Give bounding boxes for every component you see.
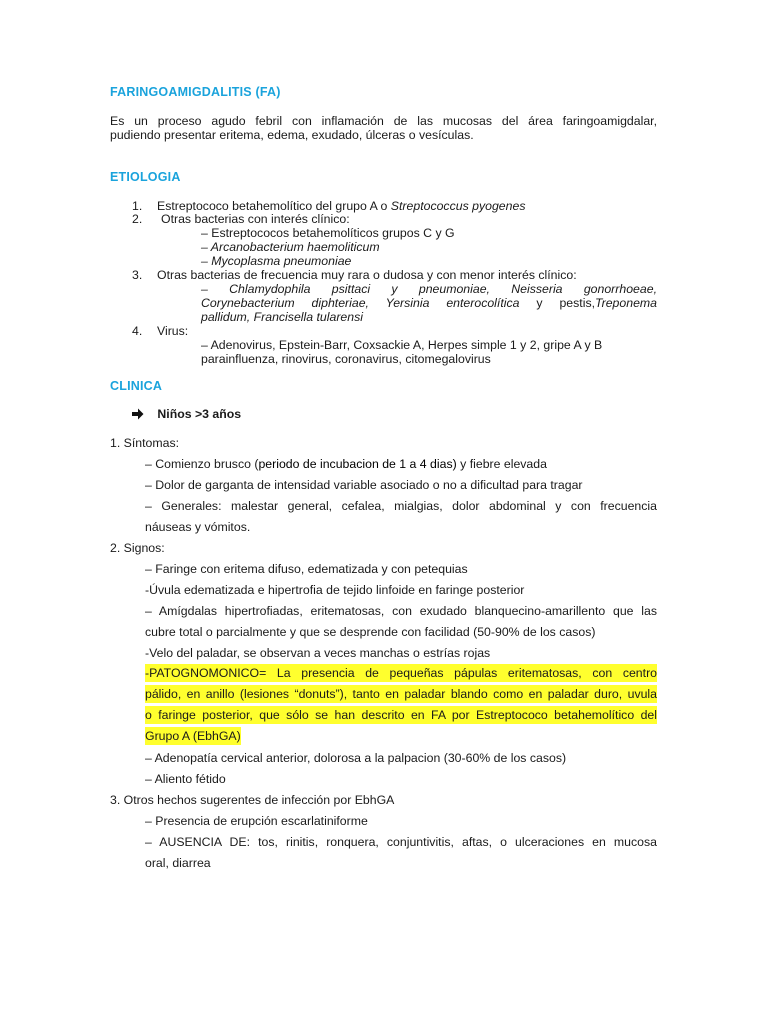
otros-item-cont: oral, diarrea (145, 856, 211, 870)
otros-title: 3. Otros hechos sugerentes de infección por EbhGA (110, 793, 395, 807)
item-italic: Streptococcus pyogenes (390, 199, 526, 213)
sintomas-title: 1. Síntomas: (110, 436, 180, 450)
otros-item: – Presencia de erupción escarlatiniforme (145, 814, 368, 828)
section-title-clinica: CLINICA (110, 379, 163, 393)
list-number: 4. (132, 324, 143, 338)
otros-item: – AUSENCIA DE: tos, rinitis, ronquera, conjuntivitis, aftas, o ulceraciones en mucosa (145, 835, 657, 849)
etiologia-sub-item: – Estreptococos betahemolíticos grupos C y G (201, 226, 455, 240)
highlighted-line: -PATOGNOMONICO= La presencia de pequeñas pápulas eritematosas, con centro (145, 666, 657, 680)
incubation-text: periodo de incubacion de 1 a 4 dias) (258, 457, 457, 471)
etiologia-sub-item: parainfluenza, rinovirus, coronavirus, citomegalovirus (201, 352, 491, 366)
signo-item: – Faringe con eritema difuso, edematizada y con petequias (145, 562, 468, 576)
signo-item-cont: cubre total o parcialmente y que se desprende con facilidad (50-90% de los casos) (145, 625, 596, 639)
etiologia-item-1 (157, 199, 525, 213)
italic-text: Corynebacterium diphteriae, Yersinia enterocolítica (201, 296, 520, 310)
signo-item: -Velo del paladar, se observan a veces manchas o estrías rojas (145, 646, 491, 660)
sintoma-item (145, 457, 547, 471)
plain-text: y fiebre elevada (456, 457, 547, 471)
etiologia-sub-item: pallidum, Francisella tularensi (201, 310, 363, 324)
etiologia-item-2: Otras bacterias con interés clínico: (161, 212, 350, 226)
etiologia-sub-item: – Adenovirus, Epstein-Barr, Coxsackie A, Herpes simple 1 y 2, gripe A y B (201, 338, 603, 352)
item-text: Estreptococo betahemolítico del grupo A o (157, 199, 391, 213)
plain-text: y pestis, (519, 296, 596, 310)
section-title-fa: FARINGOAMIGDALITIS (FA) (110, 85, 281, 99)
etiologia-sub-item: – Chlamydophila psittaci y pneumoniae, Neisseria gonorrhoeae, (201, 282, 657, 296)
sintoma-item: – Generales: malestar general, cefalea, mialgias, dolor abdominal y con frecuencia (145, 499, 657, 513)
bullet-item (132, 407, 241, 421)
bullet-label: Niños >3 años (157, 407, 242, 421)
arrow-right-icon (132, 408, 144, 420)
list-number: 2. (132, 212, 143, 226)
plain-text: – Comienzo brusco ( (145, 457, 259, 471)
highlighted-line: pálido, en anillo (lesiones “donuts”), tanto en paladar blando como en paladar duro, uvula (145, 687, 657, 701)
signo-item: – Aliento fétido (145, 772, 226, 786)
etiologia-sub-item: – Mycoplasma pneumoniae (201, 254, 352, 268)
intro-line-2: pudiendo presentar eritema, edema, exudado, úlceras o vesículas. (110, 128, 474, 142)
signo-item: – Amígdalas hipertrofiadas, eritematosas, con exudado blanquecino-amarillento que las (145, 604, 657, 618)
signo-item: -Úvula edematizada e hipertrofia de tejido linfoide en faringe posterior (145, 583, 525, 597)
etiologia-sub-item: – Arcanobacterium haemoliticum (201, 240, 380, 254)
highlighted-line: Grupo A (EbhGA) (145, 729, 241, 743)
list-number: 3. (132, 268, 143, 282)
intro-line-1: Es un proceso agudo febril con inflamación de las mucosas del área faringoamigdalar, (110, 114, 657, 128)
sintoma-item-cont: náuseas y vómitos. (145, 520, 251, 534)
italic-text: Treponema (595, 296, 657, 310)
etiologia-item-4: Virus: (157, 324, 189, 338)
etiologia-item-3: Otras bacterias de frecuencia muy rara o dudosa y con menor interés clínico: (157, 268, 577, 282)
section-title-etiologia: ETIOLOGIA (110, 170, 181, 184)
sintoma-item: – Dolor de garganta de intensidad variable asociado o no a dificultad para tragar (145, 478, 583, 492)
signos-title: 2. Signos: (110, 541, 165, 555)
highlighted-line: o faringe posterior, que sólo se han descrito en FA por Estreptococo betahemolítico del (145, 708, 657, 722)
signo-item: – Adenopatía cervical anterior, dolorosa a la palpacion (30-60% de los casos) (145, 751, 567, 765)
list-number: 1. (132, 199, 143, 213)
etiologia-sub-item (201, 296, 657, 310)
